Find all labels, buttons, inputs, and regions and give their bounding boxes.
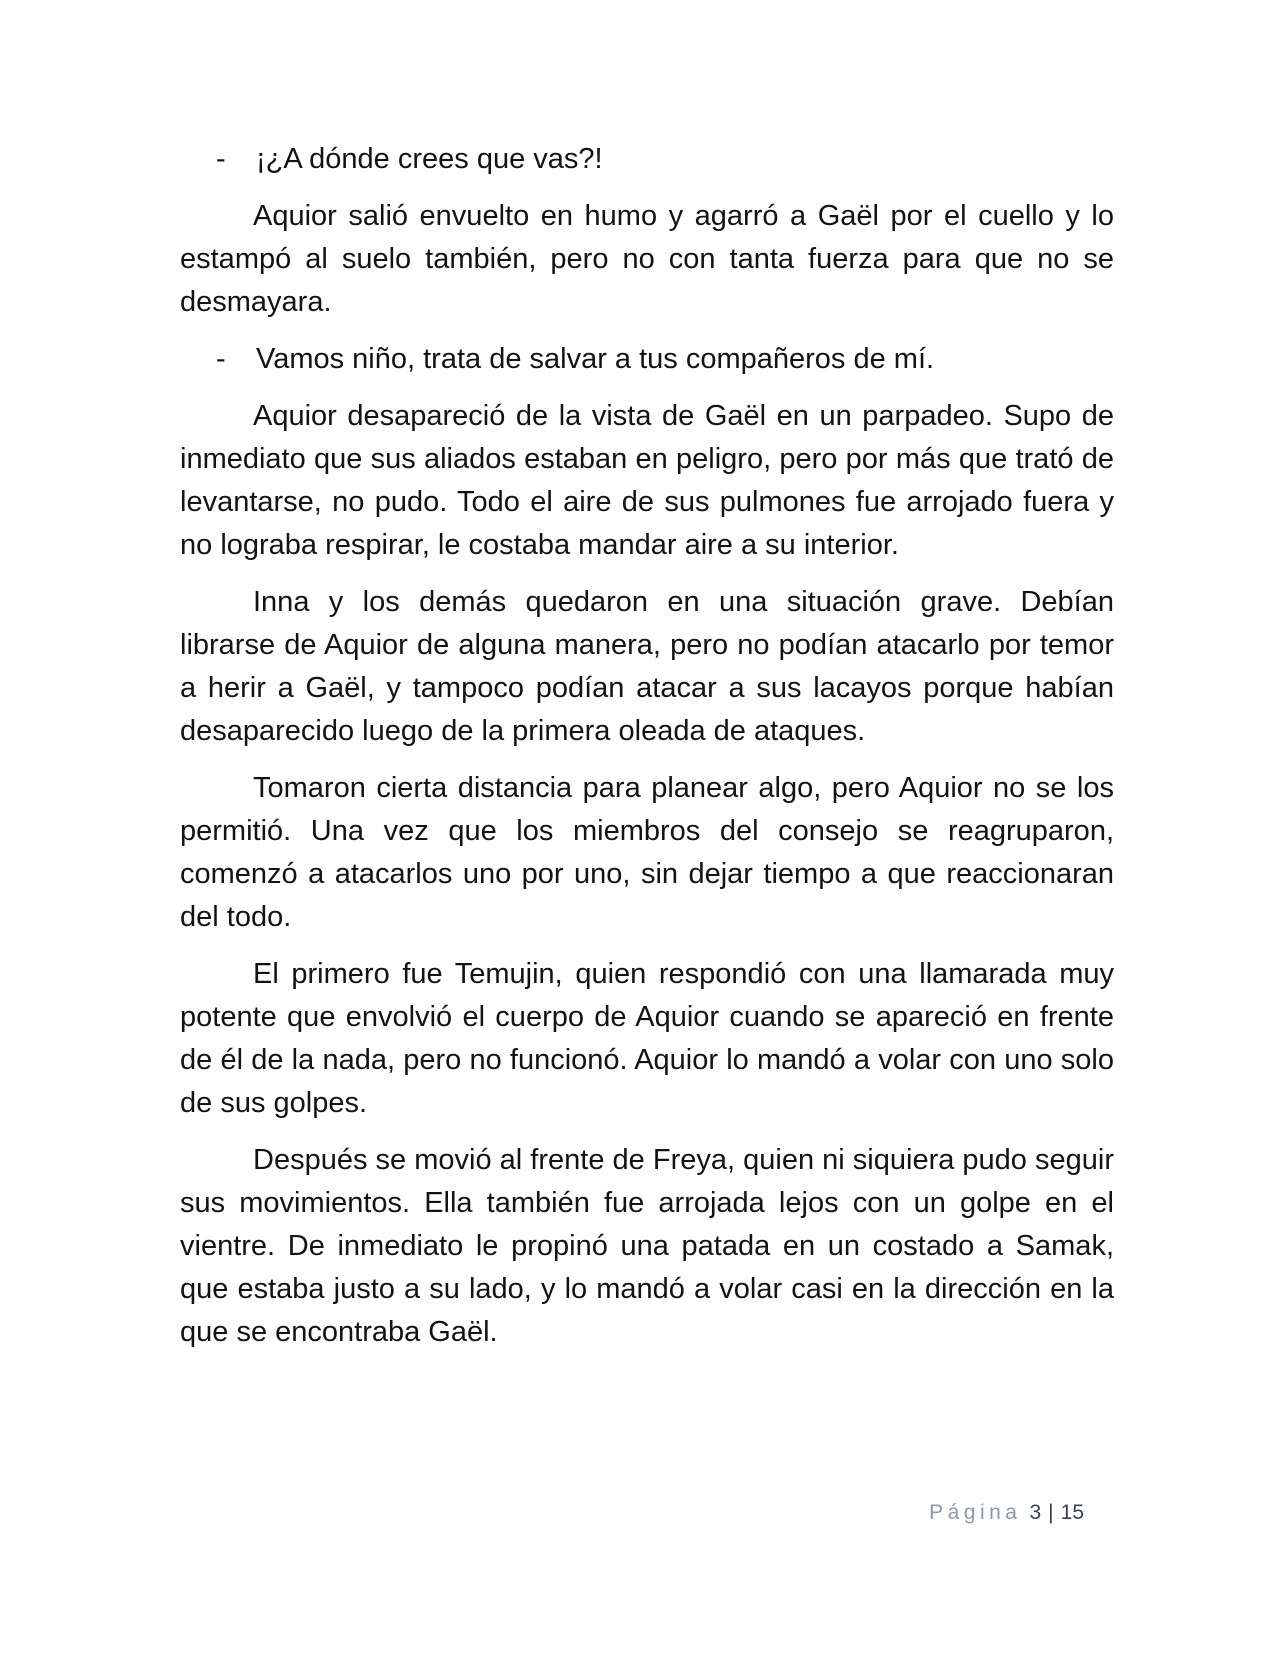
- footer-page-number: 3: [1029, 1501, 1042, 1524]
- bullet-dash-marker: -: [216, 143, 226, 175]
- dialogue-bullet-item: [180, 138, 1114, 181]
- bullet-text: Vamos niño, trata de salvar a tus compañeros de mí.: [256, 343, 935, 375]
- footer-page-label: Página: [929, 1501, 1022, 1524]
- footer-separator: |: [1048, 1501, 1054, 1524]
- bullet-dash-marker: -: [216, 343, 226, 375]
- page-footer: [929, 1499, 1084, 1526]
- body-paragraph: Aquior desapareció de la vista de Gaël en un parpadeo. Supo de inmediato que sus aliados estaban en peligro, pero por más que trató de levantarse, no pudo. Todo el aire de sus pulmones fue arrojado fuera y no lograba respirar, le costaba mandar aire a su interior.: [180, 400, 1114, 561]
- body-paragraph: El primero fue Temujin, quien respondió con una llamarada muy potente que envolvió el cuerpo de Aquior cuando se apareció en frente de él de la nada, pero no funcionó. Aquior lo mandó a volar con uno solo de sus golpes.: [180, 958, 1114, 1119]
- dialogue-bullet-item: [180, 338, 1114, 381]
- bullet-text: ¡¿A dónde crees que vas?!: [256, 143, 603, 175]
- footer-total-pages: 15: [1060, 1501, 1084, 1524]
- body-paragraph: Inna y los demás quedaron en una situación grave. Debían librarse de Aquior de alguna manera, pero no podían atacarlo por temor a herir a Gaël, y tampoco podían atacar a sus lacayos porque habían desaparecido luego de la primera oleada de ataques.: [180, 586, 1114, 747]
- document-body: [180, 138, 1114, 1368]
- body-paragraph: Tomaron cierta distancia para planear algo, pero Aquior no se los permitió. Una vez que los miembros del consejo se reagruparon, comenzó a atacarlos uno por uno, sin dejar tiempo a que reaccionaran del todo.: [180, 772, 1114, 933]
- body-paragraph: Aquior salió envuelto en humo y agarró a Gaël por el cuello y lo estampó al suelo también, pero no con tanta fuerza para que no se desmayara.: [180, 200, 1114, 318]
- body-paragraph: Después se movió al frente de Freya, quien ni siquiera pudo seguir sus movimientos. Ella también fue arrojada lejos con un golpe en el vientre. De inmediato le propinó una patada en un costado a Samak, que estaba justo a su lado, y lo mandó a volar casi en la dirección en la que se encontraba Gaël.: [180, 1144, 1114, 1348]
